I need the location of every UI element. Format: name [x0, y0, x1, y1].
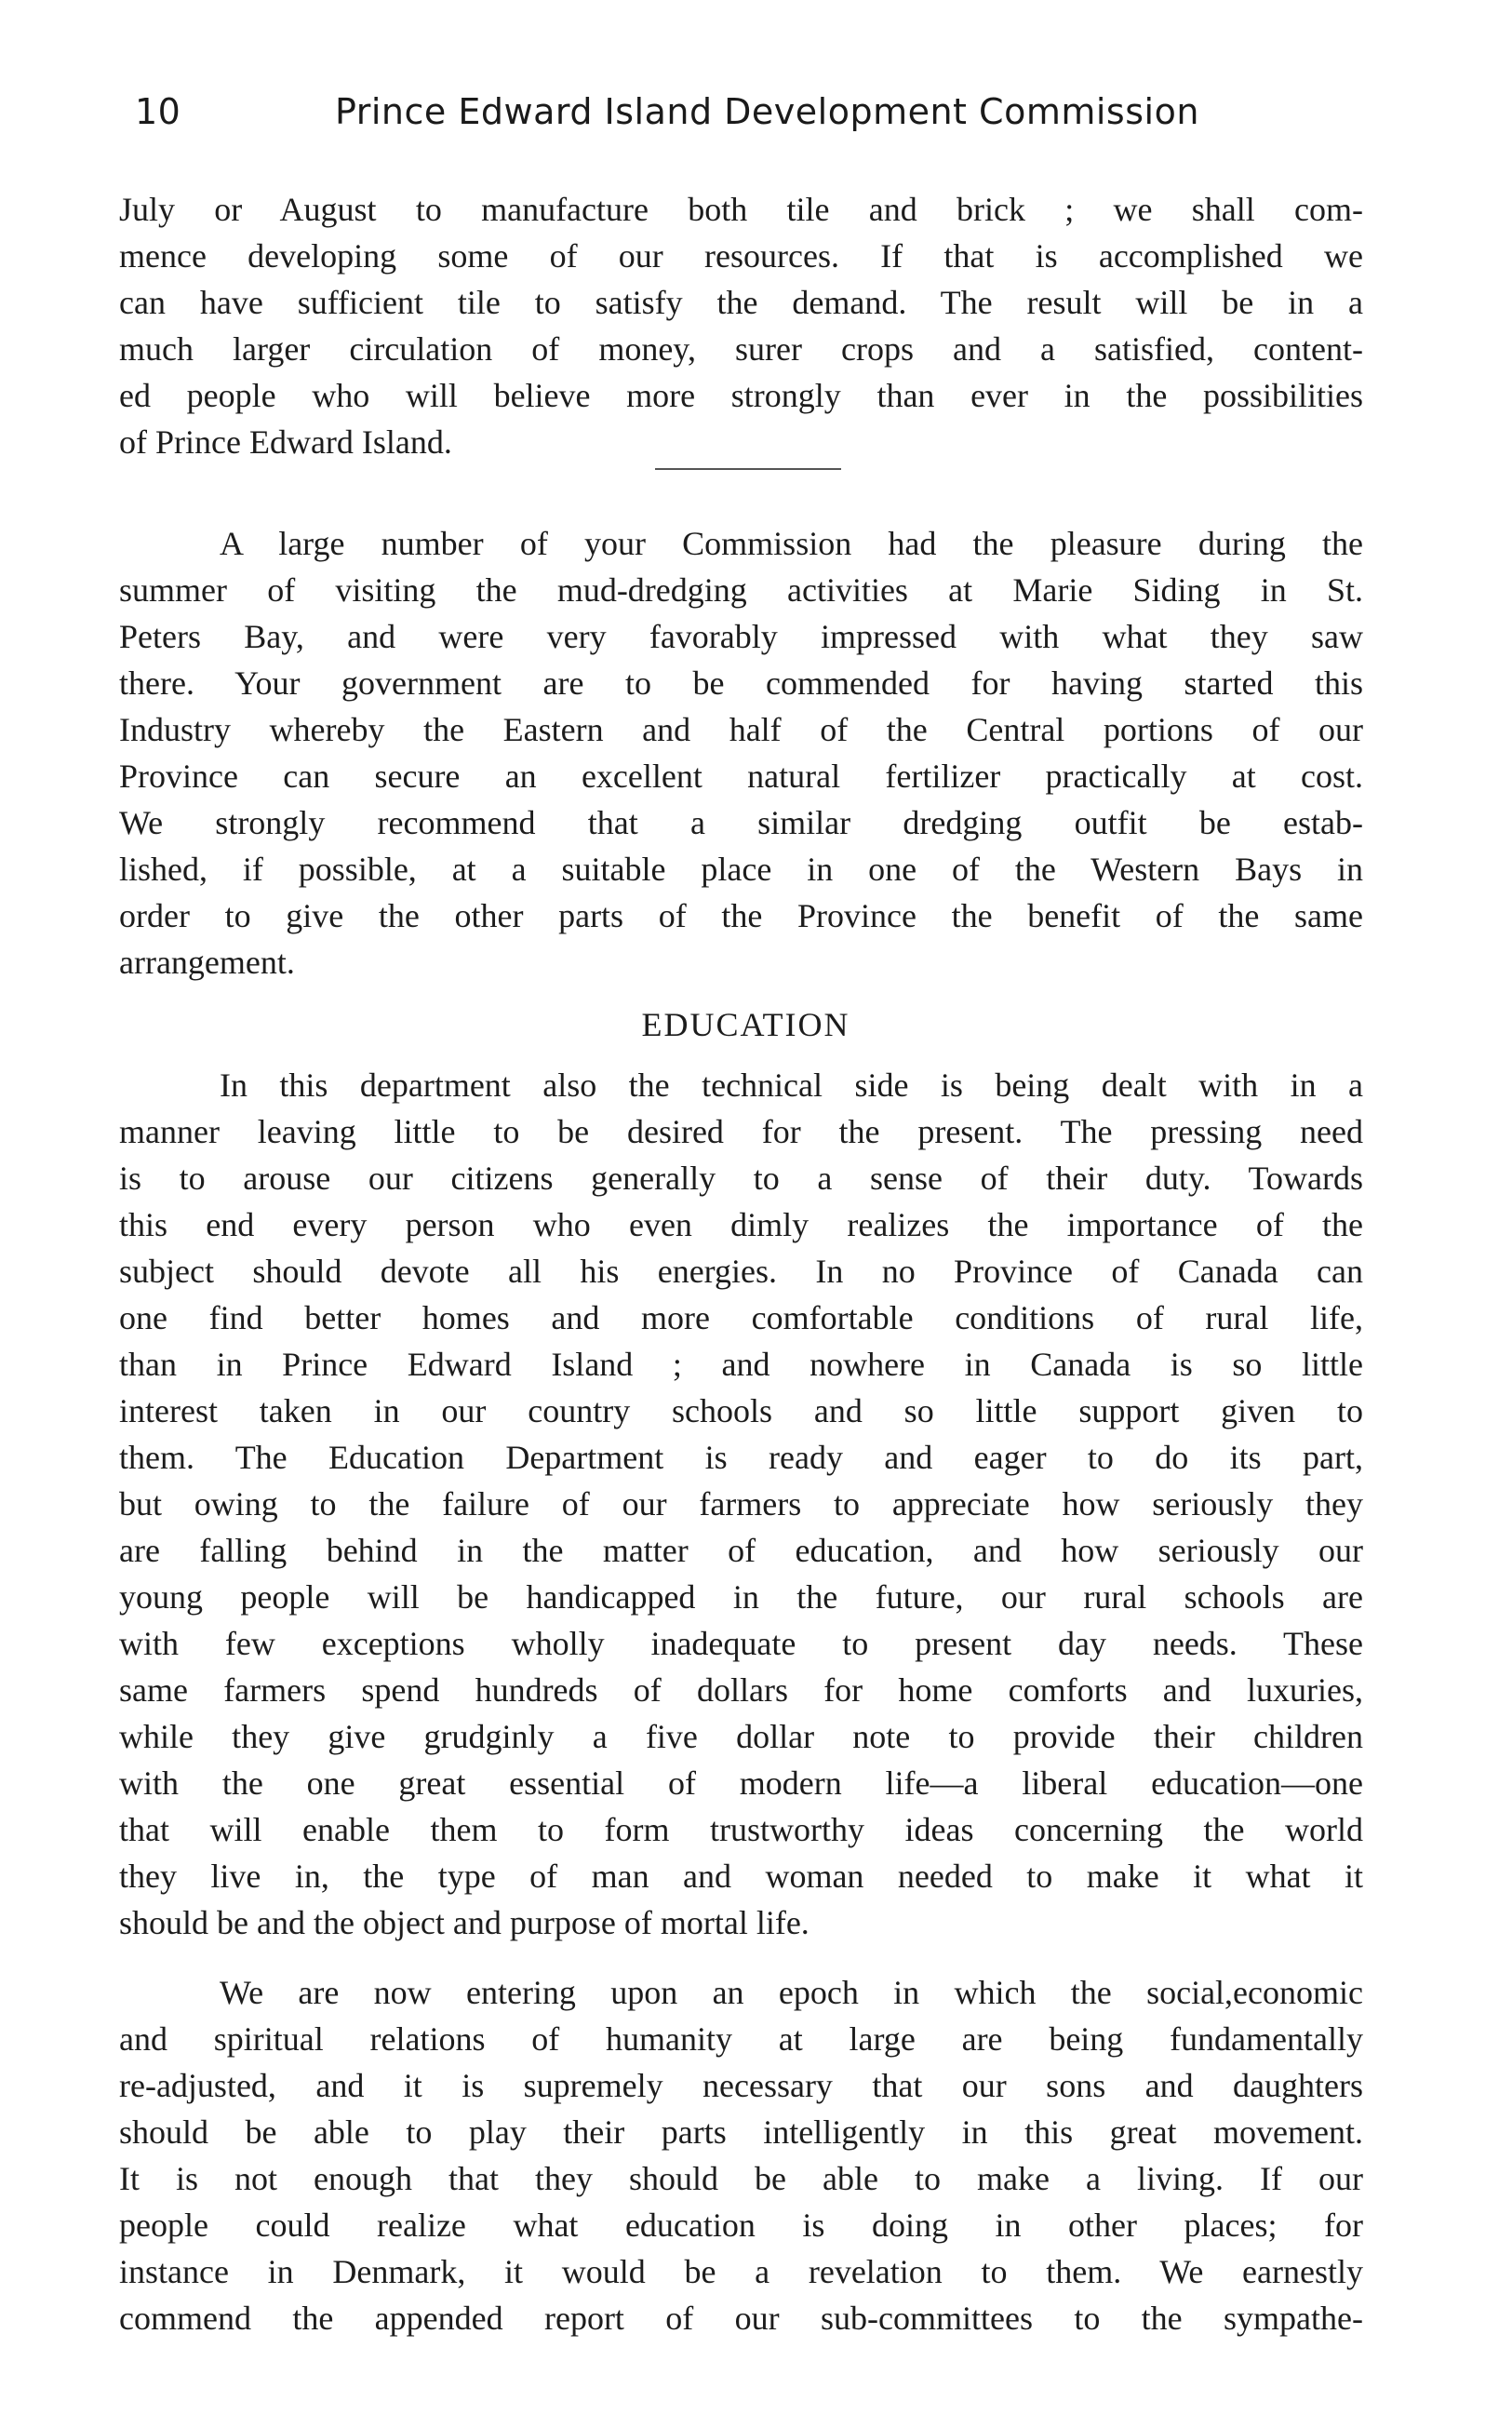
continuation-paragraph — [119, 186, 1363, 465]
text-line: July or August to manufacture both tile and brick ; we shall com- — [119, 191, 1363, 228]
text-line: order to give the other parts of the Province the benefit of the same — [119, 897, 1363, 934]
text-line: with the one great essential of modern life—a liberal education—one — [119, 1764, 1363, 1802]
header-title: Prince Edward Island Development Commission — [335, 91, 1199, 132]
text-line: mence developing some of our resources. If that is accomplished we — [119, 237, 1363, 275]
text-line: Industry whereby the Eastern and half of the Central portions of our — [119, 711, 1363, 748]
text-line: should be able to play their parts intelligently in this great movement. — [119, 2113, 1363, 2151]
text-line: young people will be handicapped in the future, our rural schools are — [119, 1578, 1363, 1616]
education-paragraph — [119, 1062, 1363, 1946]
text-line: A large number of your Commission had the pleasure during the — [220, 525, 1363, 562]
text-line: can have sufficient tile to satisfy the demand. The result will be in a — [119, 284, 1363, 321]
text-line: there. Your government are to be commended for having started this — [119, 664, 1363, 702]
text-line: that will enable them to form trustworthy ideas concerning the world — [119, 1811, 1363, 1848]
text-line: much larger circulation of money, surer crops and a satisfied, content- — [119, 330, 1363, 368]
text-line: In this department also the technical side is being dealt with in a — [220, 1066, 1363, 1104]
page-number: 10 — [135, 91, 181, 132]
text-line: manner leaving little to be desired for the present. The pressing need — [119, 1113, 1363, 1150]
text-line: one find better homes and more comfortable conditions of rural life, — [119, 1299, 1363, 1336]
dredging-paragraph — [119, 520, 1363, 986]
epoch-paragraph — [119, 1969, 1363, 2341]
text-line: re-adjusted, and it is supremely necessary that our sons and daughters — [119, 2067, 1363, 2104]
text-line: but owing to the failure of our farmers to appreciate how seriously they — [119, 1485, 1363, 1523]
text-line: instance in Denmark, it would be a revelation to them. We earnestly — [119, 2253, 1363, 2290]
text-line: interest taken in our country schools and so little support given to — [119, 1392, 1363, 1429]
text-line: same farmers spend hundreds of dollars for home comforts and luxuries, — [119, 1671, 1363, 1709]
text-line: arrangement. — [119, 944, 295, 981]
text-line: subject should devote all his energies. In no Province of Canada can — [119, 1253, 1363, 1290]
text-line: commend the appended report of our sub-committees to the sympathe- — [119, 2300, 1363, 2337]
text-line: of Prince Edward Island. — [119, 423, 452, 461]
text-line: while they give grudginly a five dollar note to provide their children — [119, 1718, 1363, 1755]
text-line: ed people who will believe more strongly than ever in the possibilities — [119, 377, 1363, 414]
text-line: than in Prince Edward Island ; and nowhere in Canada is so little — [119, 1346, 1363, 1383]
text-line: with few exceptions wholly inadequate to present day needs. These — [119, 1625, 1363, 1662]
text-line: lished, if possible, at a suitable place in one of the Western Bays in — [119, 851, 1363, 888]
text-line: is to arouse our citizens generally to a sense of their duty. Towards — [119, 1160, 1363, 1197]
running-head — [135, 91, 1372, 149]
text-line: Province can secure an excellent natural fertilizer practically at cost. — [119, 758, 1363, 795]
text-line: It is not enough that they should be able to make a living. If our — [119, 2160, 1363, 2197]
text-line: people could realize what education is doing in other places; for — [119, 2207, 1363, 2244]
education-heading: EDUCATION — [641, 1006, 850, 1043]
text-line: them. The Education Department is ready and eager to do its part, — [119, 1439, 1363, 1476]
text-line: this end every person who even dimly realizes the importance of the — [119, 1206, 1363, 1243]
text-line: and spiritual relations of humanity at large are being fundamentally — [119, 2020, 1363, 2058]
section-divider — [655, 468, 841, 470]
text-line: summer of visiting the mud-dredging activities at Marie Siding in St. — [119, 571, 1363, 609]
text-line: are falling behind in the matter of education, and how seriously our — [119, 1532, 1363, 1569]
text-line: We are now entering upon an epoch in which the social,economic — [220, 1974, 1363, 2011]
text-line: should be and the object and purpose of mortal life. — [119, 1904, 810, 1941]
text-line: Peters Bay, and were very favorably impressed with what they saw — [119, 618, 1363, 655]
text-line: they live in, the type of man and woman needed to make it what it — [119, 1858, 1363, 1895]
text-line: We strongly recommend that a similar dredging outfit be estab- — [119, 804, 1363, 841]
